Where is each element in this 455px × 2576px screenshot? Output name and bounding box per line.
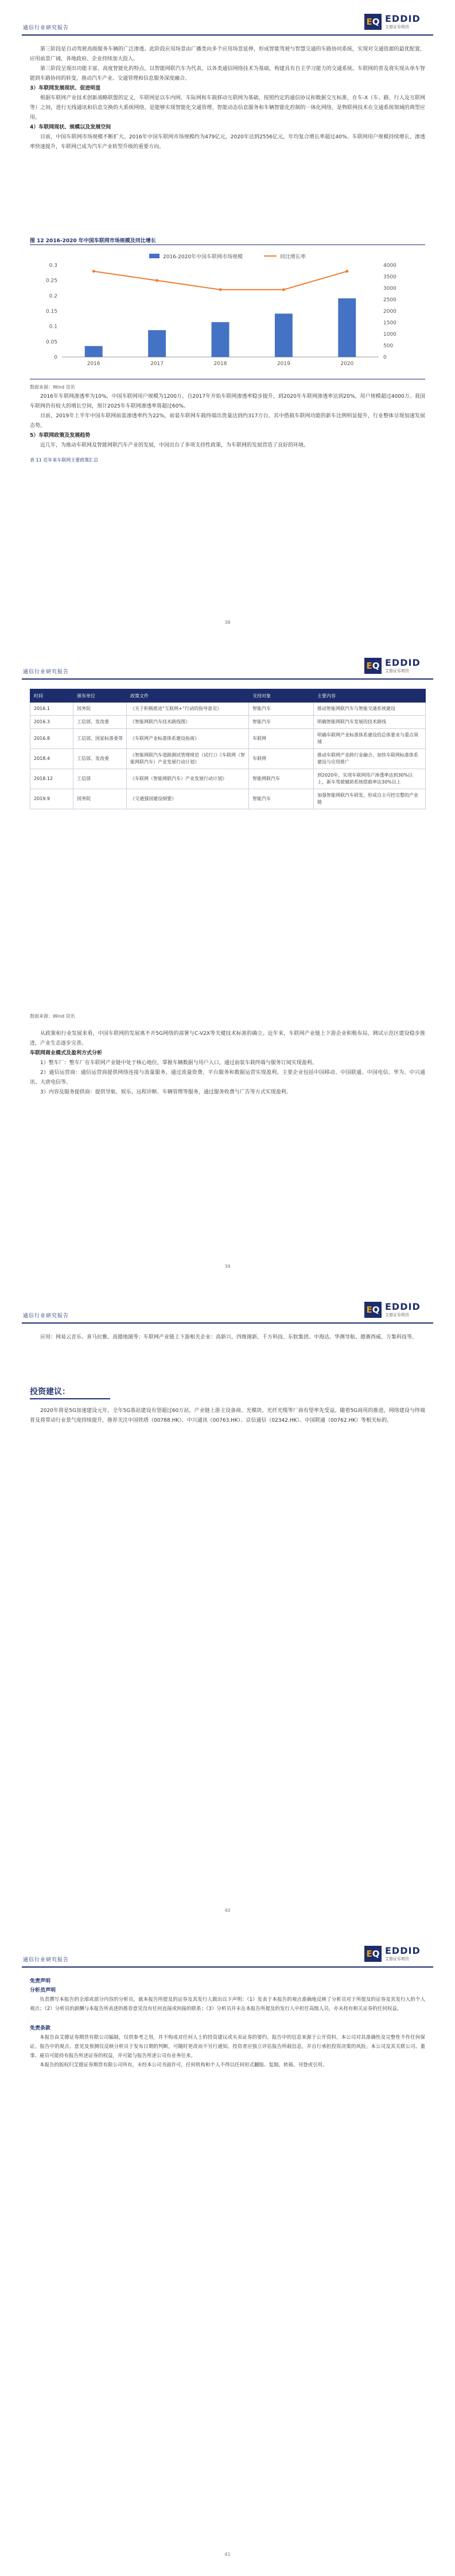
logo-mark-icon: EQ <box>364 14 382 30</box>
paragraph: 本报告的版权归艾德证券期货有限公司所有，未经本公司书面许可，任何机构和个人不得以任何形式翻版、复制、转载、刊登或引用。 <box>40 2062 328 2068</box>
section-text <box>30 382 425 465</box>
y-left-tick-label: 0.25 <box>45 278 57 284</box>
paragraph: 根据车联网产业技术创新战略联盟的定义，车联网是以车内网、车际网和车载移动互联网为基础，按照约定的通信协议和数据交互标准，在车-X（车、路、行人及互联网等）之间，进行无线通讯和信息交换的大系统网络，是能够实现智能化交通管理、智能动态信息服务和车辆智能化控制的一体化网络，是物联网技术在交通系统领域的典型应用。 <box>30 95 425 121</box>
report-page-3 <box>0 1288 455 1932</box>
figure-title: 图 12 2016-2020 年中国车联网市场规模及同比增长 <box>30 238 156 244</box>
subheading: 车联网商业模式及盈利方式分析 <box>30 1050 103 1056</box>
bar <box>212 322 230 357</box>
y-right-tick-label: 4000 <box>383 263 396 269</box>
page-header <box>22 657 433 680</box>
table-row <box>30 749 426 769</box>
report-title: 通信行业研究报告 <box>23 1957 69 1963</box>
table-cell: 2018.12 <box>30 769 73 789</box>
table-cell: 《交通强国建设纲要》 <box>127 789 249 809</box>
table-cell: 《车联网产业标准体系建设指南》 <box>127 729 249 749</box>
bar <box>338 298 356 357</box>
page-header <box>22 1301 433 1324</box>
table-cell: 《车联网（智能网联汽车）产业发展行动计划》 <box>127 769 249 789</box>
column-header: 时间 <box>30 689 73 703</box>
table-row <box>30 789 426 809</box>
table-cell: 2016.8 <box>30 729 73 749</box>
report-page-1 <box>0 0 455 644</box>
logo-mark-icon: EQ <box>364 1946 382 1962</box>
table-header-row <box>30 689 426 703</box>
page-number: 41 <box>224 2552 231 2557</box>
table-cell: 工信部、国家标准委等 <box>73 729 127 749</box>
brand-name: EDDID <box>385 1301 421 1312</box>
table-cell: 明确车联网产业标准体系建设的总体要求与重点领域 <box>314 729 426 749</box>
y-left-tick-label: 0.05 <box>45 339 57 346</box>
brand-subtitle: 艾德证券期货 <box>385 669 409 673</box>
subheading: 3）车联网发展现状、促进明显 <box>30 86 101 91</box>
eddid-logo <box>364 657 433 676</box>
table-cell: 《关于积极推进“互联网+”行动的指导意见》 <box>127 703 249 716</box>
report-title: 通信行业研究报告 <box>23 25 69 31</box>
table-cell: 2019.9 <box>30 789 73 809</box>
brand-name: EDDID <box>385 657 421 668</box>
table-cell: 加强智能网联汽车研发，形成自主可控完整的产业链 <box>314 789 426 809</box>
table-cell: 国务院 <box>73 789 127 809</box>
y-right-tick-label: 1000 <box>383 332 396 337</box>
x-tick-label: 2018 <box>213 361 227 367</box>
table-cell: 2016.3 <box>30 716 73 729</box>
x-tick-label: 2020 <box>340 361 354 367</box>
column-header: 政策文件 <box>127 689 249 703</box>
table-cell: 工信部、发改委 <box>73 749 127 769</box>
y-right-tick-label: 3500 <box>383 274 396 280</box>
brand-name: EDDID <box>385 1945 421 1956</box>
logo-mark-icon: EQ <box>364 658 382 674</box>
table-row <box>30 716 426 729</box>
logo-mark-icon: EQ <box>364 1302 382 1318</box>
disclaimer-section <box>30 1977 425 2070</box>
report-title: 通信行业研究报告 <box>23 1313 69 1319</box>
paragraph: 1）整车厂：整车厂在车联网产业链中处于核心地位，掌握车辆数据与用户入口，通过前装车载终端与服务订阅实现盈利。 <box>40 1060 317 1066</box>
table-cell: 智能汽车 <box>249 716 314 729</box>
eddid-logo <box>364 1301 433 1320</box>
table-cell: 到2020年，实现车联网用户渗透率达到30%以上，新车驾驶辅助系统搭载率达30%以上 <box>314 769 426 789</box>
section-text <box>30 1406 425 1426</box>
section-text <box>30 45 425 152</box>
paragraph: 应用：网易云音乐、喜马拉雅、高德地图等；车联网产业链上下游相关企业：高新兴、四维图新、千方科技、东软集团、中海达、华测导航、德赛西威、万集科技等。 <box>40 1334 418 1340</box>
table-cell: 智能汽车 <box>249 703 314 716</box>
y-right-tick-label: 3000 <box>383 286 396 292</box>
table-reference: 表 11 近年来车联网主要政策汇总 <box>30 457 99 463</box>
brand-name: EDDID <box>385 13 421 24</box>
disclaimer-terms-heading: 免责条款 <box>30 2026 51 2031</box>
bar <box>85 346 103 357</box>
subheading: 4）车联网现状、规模以及发展空间 <box>30 125 111 130</box>
growth-line <box>94 271 347 290</box>
legend-bar-swatch <box>149 254 160 258</box>
growth-point <box>219 288 222 291</box>
table-cell: 工信部 <box>73 769 127 789</box>
y-left-tick-label: 0 <box>54 355 57 360</box>
legend-label: 2016-2020年中国车联网市场规模 <box>163 254 243 260</box>
bar <box>275 313 293 357</box>
section-rule <box>30 1398 110 1399</box>
bar <box>148 330 166 357</box>
subheading: 5）车联网政策及发展趋势 <box>30 433 91 439</box>
eddid-logo <box>364 1945 433 1964</box>
column-header: 颁布单位 <box>73 689 127 703</box>
report-page-4 <box>0 1932 455 2576</box>
paragraph: 从政策和行业发展来看，中国车联网的发展离不开5G网络的部署与C-V2X等关键技术标准的确立。近年来，车联网产业链上下游企业积极布局，测试示范区建设稳步推进，产业生态逐步完善。 <box>30 1031 425 1046</box>
x-tick-label: 2017 <box>150 361 164 367</box>
paragraph: 2020年将是5G加速建设元年，全年5G基站建设有望超过60万站，产业链上游主设备商、光模块、光纤光缆等厂商有望率先受益。随着5G商用的推进，网络建设与终端普及将带动行业景气度持续提升，推荐关注中国铁塔（00788.HK）、中兴通讯（00763.HK）、京信通信（02342.HK）、中国联通（00762.HK）等相关标的。 <box>30 1408 425 1423</box>
growth-point <box>155 279 158 282</box>
table-cell: 智能汽车 <box>249 789 314 809</box>
table-cell: 明确智能网联汽车发展的技术路线 <box>314 716 426 729</box>
paragraph: 本报告由艾德证券期货有限公司编制，仅供参考之用，并不构成对任何人士的投资建议或买卖证券的要约。报告中的信息来源于公开资料，本公司对其准确性及完整性不作任何保证。报告中的观点、意见及预测仅反映分析员于发布日期的判断，可随时更改而不另行通知。投资者应独立评估报告所载信息，并自行承担投资决策的风险。本公司及其关联公司、董事、雇员可能持有报告所述证券的权益，并可能与报告所述公司有业务往来。 <box>30 2035 425 2059</box>
column-header: 支持对象 <box>249 689 314 703</box>
page-number: 40 <box>224 1908 231 1913</box>
y-right-tick-label: 2000 <box>383 309 396 315</box>
y-right-tick-label: 2500 <box>383 297 396 303</box>
growth-point <box>345 270 348 273</box>
market-size-chart <box>34 248 413 374</box>
disclaimer-heading: 免责声明 <box>30 1978 51 1984</box>
table-cell: 国务院 <box>73 703 127 716</box>
table-cell: 推动车联网产业跨行业融合，加快车联网标准体系建设与应用推广 <box>314 749 426 769</box>
paragraph: 3）内容及服务提供商：提供导航、娱乐、远程诊断、车辆管理等服务，通过服务收费与广告等方式实现盈利。 <box>40 1089 291 1095</box>
paragraph: 2）通信运营商：通信运营商提供网络连接与流量服务，通过流量资费、平台服务和数据运营实现盈利。主要企业包括中国移动、中国联通、中国电信、华为、中兴通讯、大唐电信等。 <box>30 1070 425 1085</box>
table-cell: 工信部、发改委 <box>73 716 127 729</box>
table-cell: 2016.1 <box>30 703 73 716</box>
table-row <box>30 769 426 789</box>
page-header <box>22 1945 433 1968</box>
y-left-tick-label: 0.3 <box>49 263 57 269</box>
table-source: 数据来源：Wind 资讯 <box>30 1014 75 1019</box>
paragraph: 第三阶段是自动驾驶高级服务车辆的广泛渗透。此阶段应用场景由广播类向多个应用场景延伸，形成智能驾驶与智慧交通的车路协同系统，实现对交通资源的最优配置，应用前景广阔，各地政府、企业持续加大投入。 <box>30 46 425 62</box>
policy-table <box>30 689 426 809</box>
paragraph: 第三阶段呈现出功能丰富、高度智能化的特点。以智能网联汽车为代表，以各类通信网络技术为基础，构建具有自主学习能力的交通系统。车联网的普及将实现从单车智能到车路协同的转变，推动汽车产业、交通管理和信息服务深度融合。 <box>30 66 425 82</box>
table-cell: 《智能网联汽车道路测试管理规范（试行）》《车联网（智能网联汽车）产业发展行动计划》 <box>127 749 249 769</box>
x-tick-label: 2019 <box>277 361 290 367</box>
page-number: 39 <box>224 1264 231 1269</box>
section-text <box>30 1011 425 1097</box>
eddid-logo <box>364 13 433 32</box>
paragraph: 目前，2019年上半年中国车联网前装渗透率约为22%，前装车联网车载终端出货量达到约317万台，其中搭载车联网功能的新车比例明显提升，行业整体呈现加速发展态势。 <box>30 413 425 429</box>
table-cell: 2018.4 <box>30 749 73 769</box>
table-cell: 车联网 <box>249 749 314 769</box>
brand-subtitle: 艾德证券期货 <box>385 25 409 29</box>
legend-label: 同比增长率 <box>280 254 306 260</box>
page-number: 38 <box>224 620 231 625</box>
section-title: 投资建议： <box>30 1387 70 1396</box>
paragraph: 近几年，为推动车联网及智能网联汽车产业的发展，中国出台了多项支持性政策，为车联网的发展营造了良好的环境。 <box>40 443 309 448</box>
chart-source: 数据来源：Wind 资讯 <box>30 385 75 390</box>
y-left-tick-label: 0.15 <box>45 309 57 315</box>
paragraph: 目前，中国车联网市场规模不断扩大。2016年中国车联网市场规模约为479亿元，2020年达到2556亿元，年均复合增长率超过40%。车联网用户规模持续增长，渗透率快速提升，车联网已成为汽车产业转型升级的重要方向。 <box>30 134 425 150</box>
column-header: 主要内容 <box>314 689 426 703</box>
brand-subtitle: 艾德证券期货 <box>385 1313 409 1317</box>
report-title: 通信行业研究报告 <box>23 669 69 675</box>
table-cell: 推动智能网联汽车与智能交通系统建设 <box>314 703 426 716</box>
table-cell: 智能网联汽车 <box>249 769 314 789</box>
growth-point <box>282 288 285 291</box>
x-tick-label: 2016 <box>87 361 100 367</box>
y-left-tick-label: 0.1 <box>49 324 57 330</box>
brand-subtitle: 艾德证券期货 <box>385 1957 409 1961</box>
table-row <box>30 703 426 716</box>
y-right-tick-label: 0 <box>383 355 387 360</box>
y-right-tick-label: 500 <box>383 343 394 349</box>
growth-point <box>92 270 95 273</box>
page-header <box>22 13 433 36</box>
section-text <box>30 1333 425 1343</box>
table-cell: 车联网 <box>249 729 314 749</box>
y-left-tick-label: 0.2 <box>49 293 57 300</box>
table-row <box>30 729 426 749</box>
analyst-statement-heading: 分析员声明 <box>30 1988 56 1993</box>
table-cell: 《智能网联汽车技术路线图》 <box>127 716 249 729</box>
y-right-tick-label: 1500 <box>383 320 396 326</box>
report-page-2 <box>0 644 455 1288</box>
paragraph: 2016年车联网渗透率为10%，中国车联网用户规模为1200万。自2017年开始车联网渗透率稳步提升，到2020年车联网渗透率达到20%，用户规模超过4000万。我国车联网仍有较大的增长空间，预计2025年车联网渗透率将超过60%。 <box>30 394 425 409</box>
paragraph: 负责撰写本报告的全部或部分内容的分析员，就本报告所提及的证券及其发行人做出以下声明：（1）发表于本报告的观点准确地反映了分析员对于所提及的证券及其发行人的个人观点；（2）分析员的薪酬与本报告所表述的推荐意见没有任何直接或间接的联系；（3）分析员并未在本报告所提及的发行人中担任高级人员，亦未持有相关证券的任何权益。 <box>30 1997 425 2012</box>
